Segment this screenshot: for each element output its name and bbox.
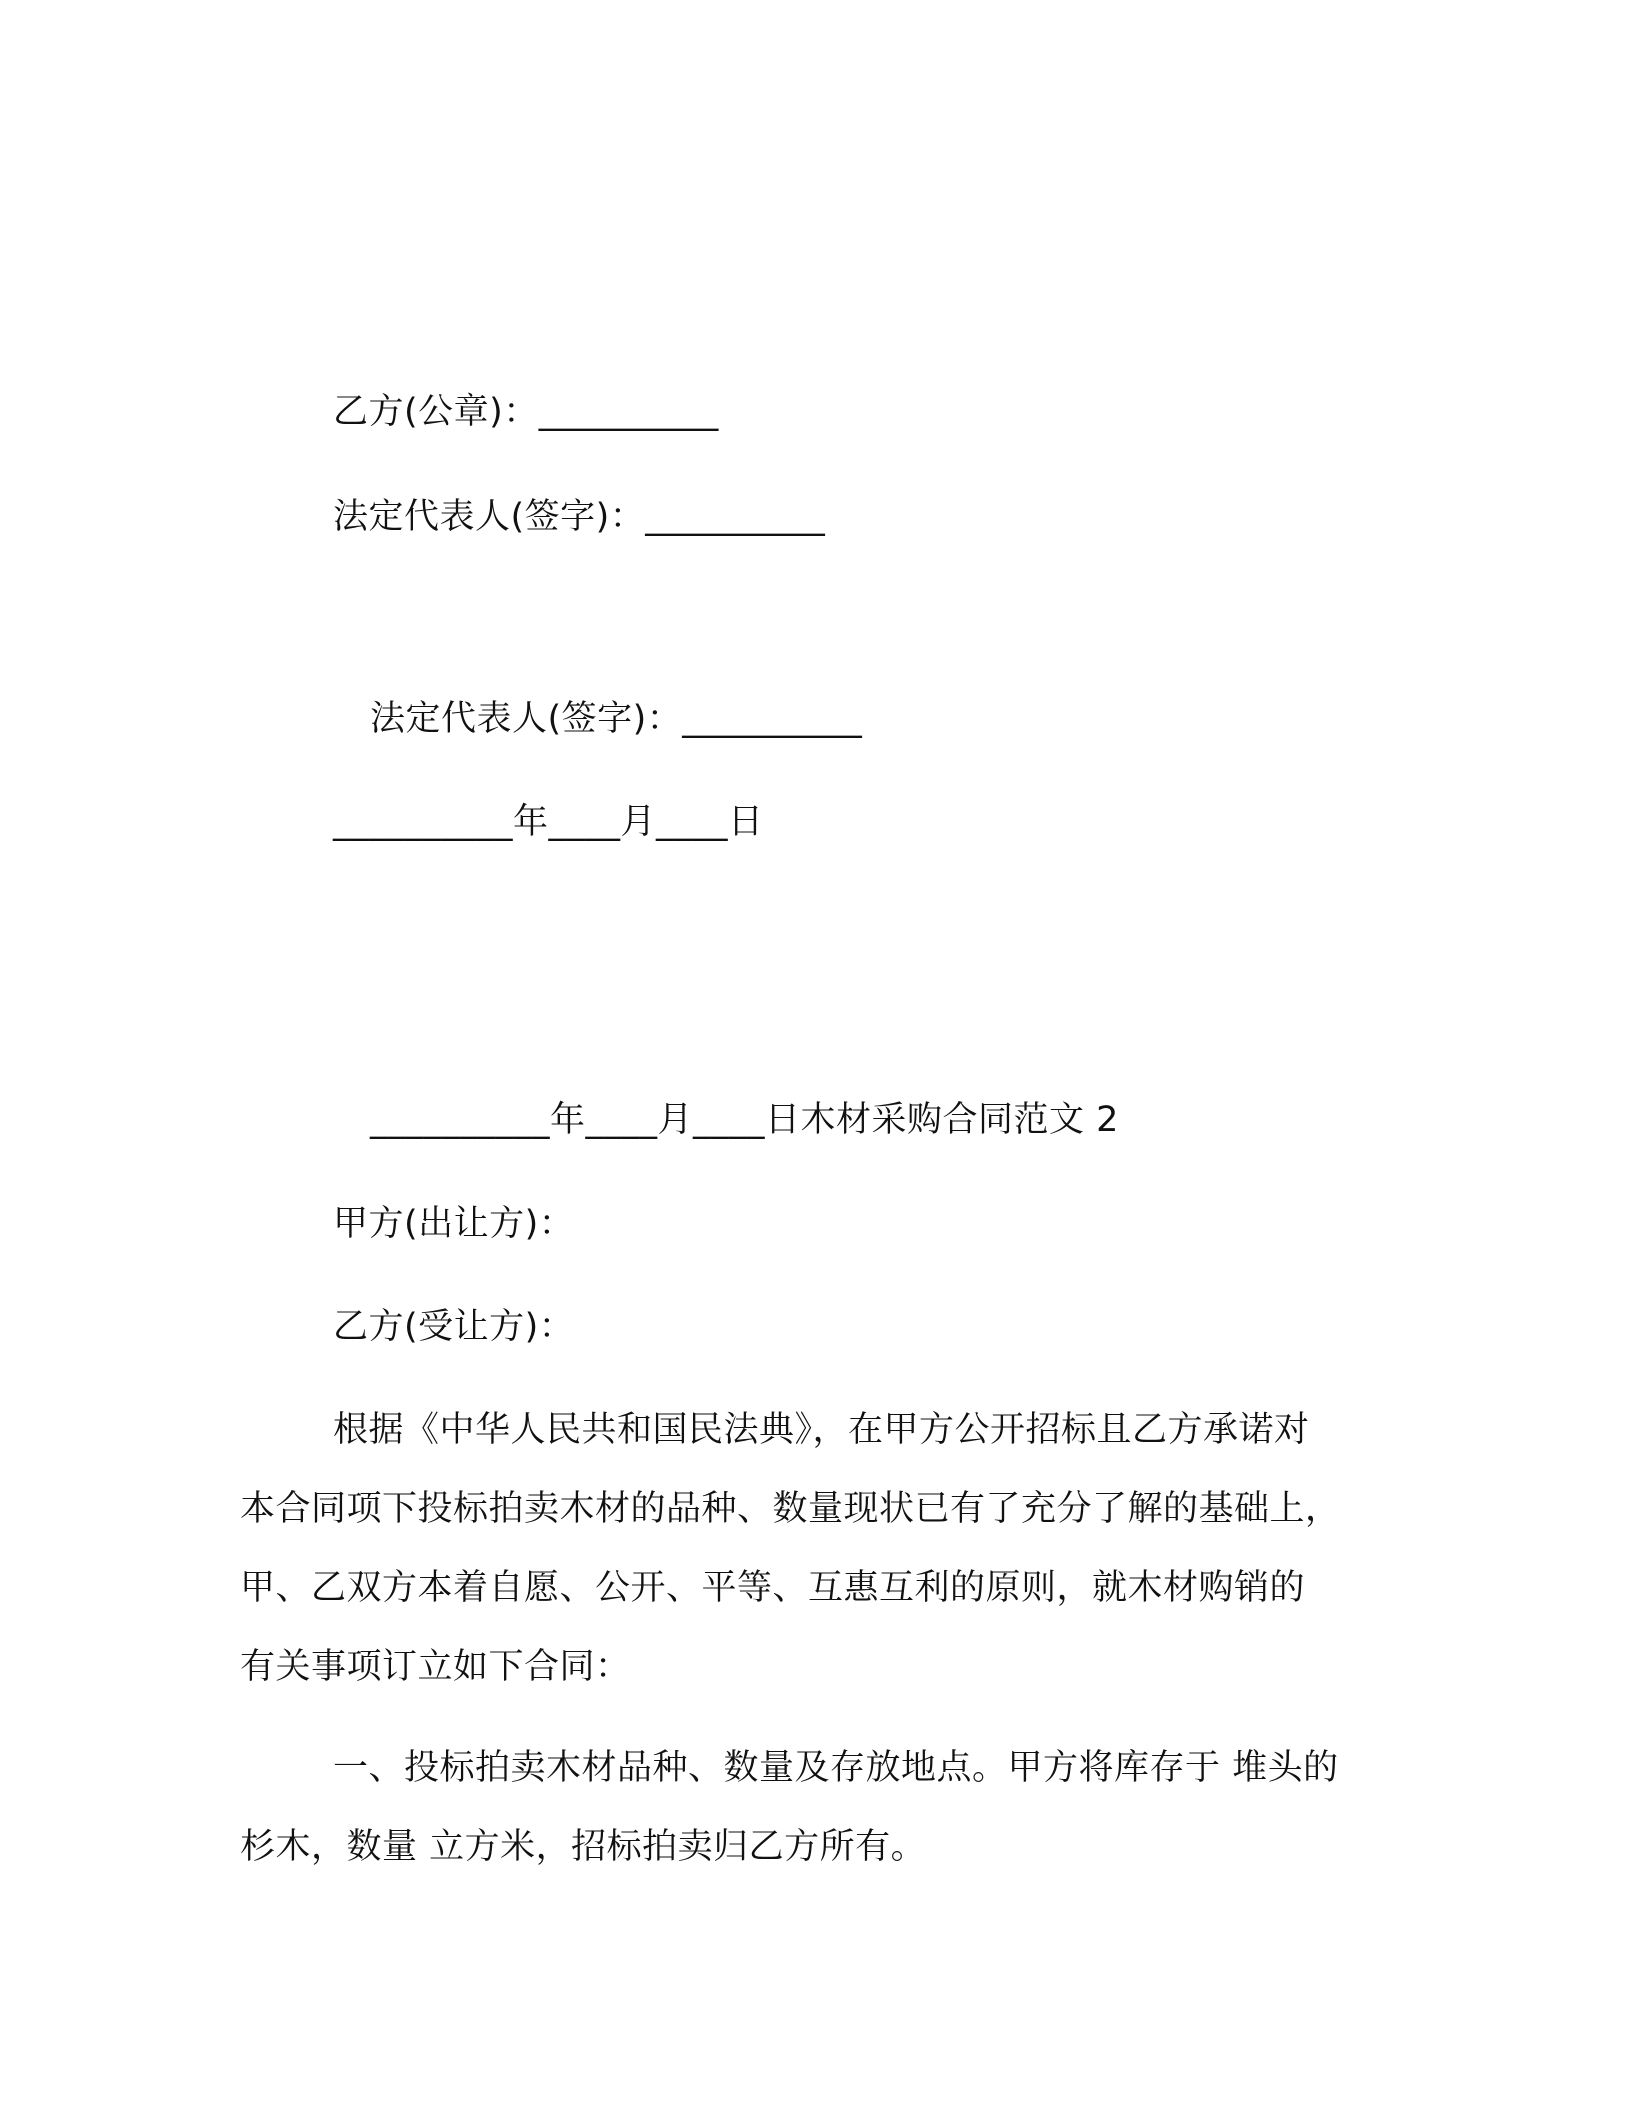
paragraph-line: 一、投标拍卖木材品种、数量及存放地点。甲方将库存于 堆头的 [333,1748,1339,1788]
paragraph-line: 本合同项下投标拍卖木材的品种、数量现状已有了充分了解的基础上， [240,1489,1341,1529]
legal-rep-signature-line: 法定代表人(签字)：__________ [333,497,826,537]
contract-title: __________年____月____日木材采购合同范文 2 [370,1100,1119,1140]
paragraph-line: 根据《中华人民共和国民法典》，在甲方公开招标且乙方承诺对 [333,1410,1310,1450]
party-b-seal-line: 乙方(公章)：__________ [333,392,719,432]
paragraph-line: 甲、乙双方本着自愿、公开、平等、互惠互利的原则，就木材购销的 [240,1568,1306,1608]
paragraph-line: 有关事项订立如下合同： [240,1647,631,1687]
paragraph-line: 杉木，数量 立方米，招标拍卖归乙方所有。 [240,1827,927,1867]
party-b-line: 乙方(受让方)： [333,1307,575,1347]
signature-date-line: __________年____月____日 [333,802,764,842]
party-a-line: 甲方(出让方)： [333,1204,575,1244]
legal-rep-signature-line-2: 法定代表人(签字)：__________ [370,699,863,739]
